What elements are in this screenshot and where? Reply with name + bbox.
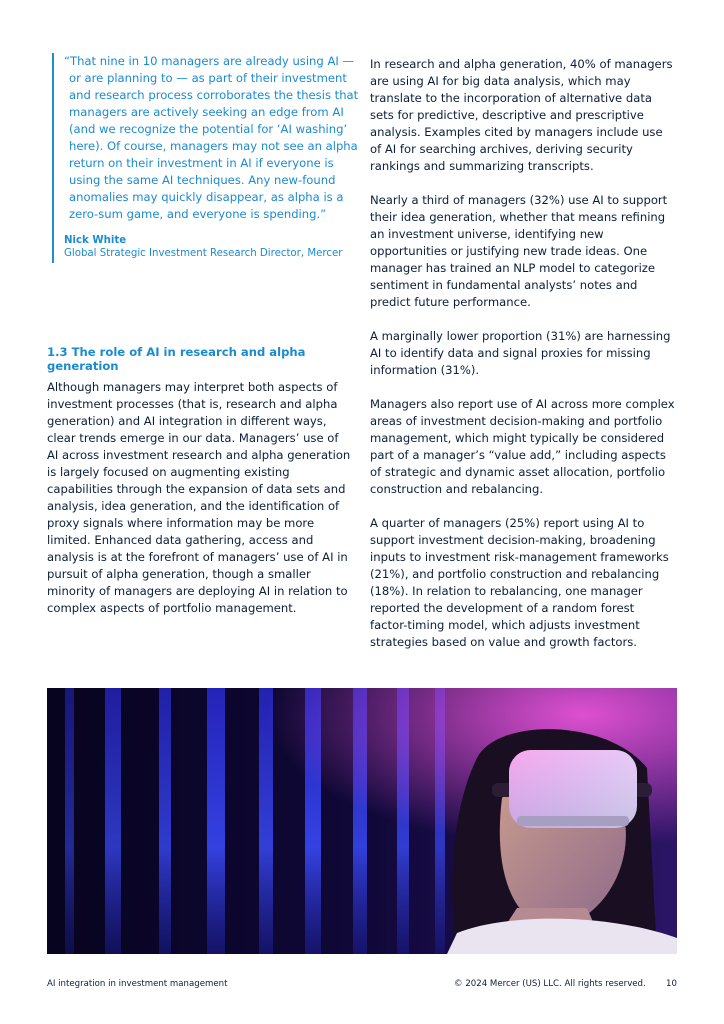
quote-author-role: Global Strategic Investment Research Director, Mercer	[64, 248, 343, 259]
quote-author: Nick White	[64, 235, 127, 246]
paragraph: A marginally lower proportion (31%) are harnessing AI to identify data and signal proxies for missing information (31%).	[370, 329, 671, 377]
quote-text: “That nine in 10 managers are already using AI — or are planning to — as part of their investment and research process corroborates the thesis that managers are actively seeking an edge from AI (and we recognize the potential for ‘AI washing’ here). Of course, managers may not see an alpha return on their investment in AI if everyone is using the same AI techniques. Any new-found anomalies may quickly disappear, as alpha is a zero-sum game, and everyone is spending.”	[64, 54, 359, 221]
paragraph: Nearly a third of managers (32%) use AI to support their idea generation, whether that means refining an investment universe, identifying new opportunities or justifying new trade ideas. One manager has trained an NLP model to categorize sentiment in fundamental analysts’ notes and predict future performance.	[370, 193, 668, 309]
right-column	[370, 56, 675, 668]
pull-quote	[52, 53, 360, 263]
vr-headset-photo	[47, 688, 677, 954]
paragraph: A quarter of managers (25%) report using AI to support investment decision-making, broadening inputs to investment risk-management frameworks (21%), and portfolio construction and rebalancing (18%). In relation to rebalancing, one manager reported the development of a random forest factor-timing model, which adjusts investment strategies based on value and growth factors.	[370, 516, 669, 649]
section-heading: 1.3 The role of AI in research and alpha generation	[47, 345, 306, 373]
footer-title: AI integration in investment management	[47, 979, 228, 989]
left-column	[47, 379, 352, 634]
paragraph: Managers also report use of AI across more complex areas of investment decision-making and portfolio management, which might typically be considered part of a manager’s “value add,” including aspects of strategic and dynamic asset allocation, portfolio construction and rebalancing.	[370, 397, 675, 496]
section-body: Although managers may interpret both aspects of investment processes (that is, research and alpha generation) and AI integration in different ways, clear trends emerge in our data. Managers’ use of AI across investment research and alpha generation is largely focused on augmenting existing capabilities through the expansion of data sets and analysis, idea generation, and the identification of proxy signals where information may be more limited. Enhanced data gathering, access and analysis is at the forefront of managers’ use of AI in pursuit of alpha generation, though a smaller minority of managers are deploying AI in relation to complex aspects of portfolio management.	[47, 380, 351, 615]
photo-illustration	[47, 688, 677, 954]
page-number: 10	[666, 979, 677, 989]
footer-copyright: © 2024 Mercer (US) LLC. All rights reserved.	[454, 979, 646, 989]
paragraph: In research and alpha generation, 40% of managers are using AI for big data analysis, which may translate to the incorporation of alternative data sets for predictive, descriptive and prescriptive analysis. Examples cited by managers include use of AI for searching archives, deriving security rankings and summarizing transcripts.	[370, 57, 673, 173]
